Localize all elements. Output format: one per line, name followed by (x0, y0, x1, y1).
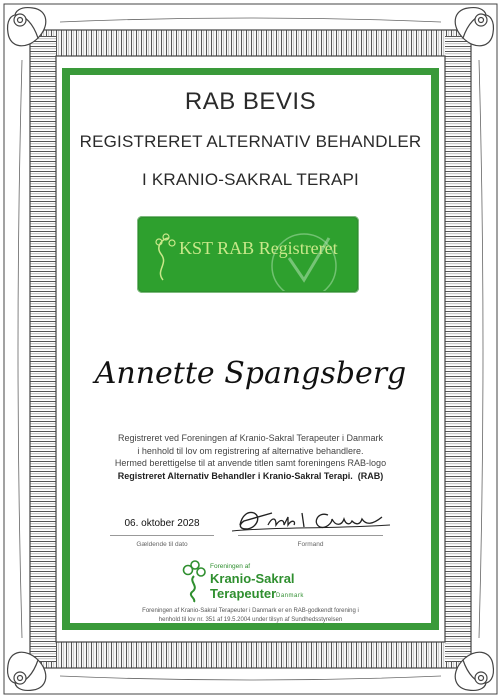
body-line-4-bold: Registreret Alternativ Behandler i Kranio-Sakral Terapi. (117, 470, 353, 481)
signature-underline (238, 535, 383, 536)
logo-text-line4: i Danmark (272, 593, 304, 599)
signature-label: Formand (297, 541, 324, 548)
body-line-1: Registreret ved Foreningen af Kranio-Sakral Terapeuter i Danmark (118, 433, 383, 443)
footer-line-2: henhold til lov nr. 351 af 19.5.2004 under tilsyn af Sundhedsstyrelsen (158, 617, 343, 623)
association-logo-icon (178, 560, 210, 604)
chairman-signature (232, 503, 392, 537)
validity-date: 06. oktober 2028 (124, 518, 200, 529)
certificate-subtitle-line2: I KRANIO-SAKRAL TERAPI (142, 170, 359, 189)
footer-line-1: Foreningen af Kranio-Sakral Terapeuter i Danmark er en RAB-godkendt forening i (142, 608, 359, 614)
body-line-2: i henhold til lov om registrering af alternative behandlere. (137, 445, 364, 456)
certificate-subtitle-line1: REGISTRERET ALTERNATIV BEHANDLER (79, 132, 422, 151)
certificate-body (70, 432, 431, 482)
logo-text-line3: Terapeuter (210, 586, 277, 601)
certificate-footer (70, 607, 431, 625)
body-line-3: Hermed berettigelse til at anvende titlen samt foreningens RAB-logo (114, 458, 387, 469)
validity-date-label: Gældende til dato (136, 541, 188, 548)
date-underline (110, 535, 214, 536)
logo-text-line2: Kranio-Sakral (210, 571, 295, 586)
kst-rab-badge (137, 216, 359, 293)
certificate-title: RAB BEVIS (184, 88, 317, 115)
body-line-4 (70, 470, 431, 483)
logo-text-line1: Foreningen af (210, 563, 251, 570)
body-line-4-tail: (RAB) (357, 470, 384, 481)
recipient-name: Annette Spangsberg (94, 356, 407, 391)
badge-text: KST RAB Registreret (179, 238, 338, 258)
